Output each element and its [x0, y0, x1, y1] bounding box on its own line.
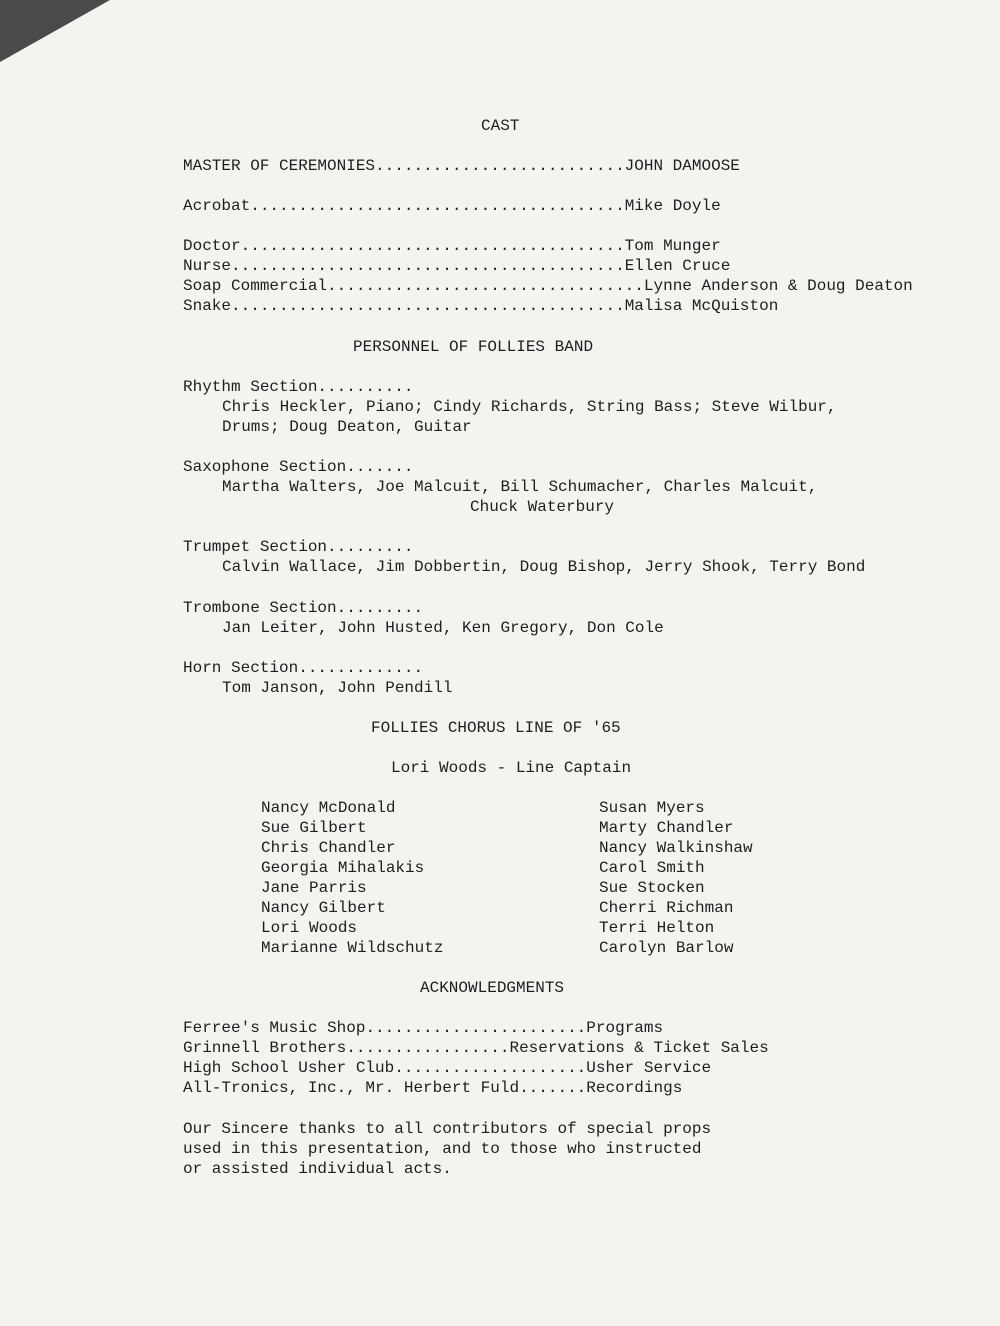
leader-dots: ......................................... — [231, 297, 625, 315]
horn-section-label: Horn Section............. — [183, 659, 424, 677]
acknowledgment-row — [183, 1018, 663, 1038]
cast-performer: Tom Munger — [624, 237, 721, 255]
horn-section-members: Tom Janson, John Pendill — [222, 679, 453, 697]
chorus-member: Marty Chandler — [599, 819, 734, 837]
chorus-member: Carolyn Barlow — [599, 939, 734, 957]
cast-performer: JOHN DAMOOSE — [624, 157, 740, 175]
chorus-member: Nancy Gilbert — [261, 899, 386, 917]
cast-role: MASTER OF CEREMONIES — [183, 157, 376, 175]
trumpet-section-members: Calvin Wallace, Jim Dobbertin, Doug Bishop, Jerry Shook, Terry Bond — [222, 558, 866, 576]
rhythm-section-members: Drums; Doug Deaton, Guitar — [222, 418, 472, 436]
thanks-paragraph-line: Our Sincere thanks to all contributors of special props — [183, 1120, 712, 1138]
leader-dots: .......................... — [375, 157, 625, 175]
cast-row — [183, 236, 721, 256]
leader-dots: ................. — [346, 1039, 510, 1057]
folded-corner — [0, 0, 110, 62]
sax-section-label: Saxophone Section....... — [183, 458, 414, 476]
leader-dots: ....................... — [365, 1019, 587, 1037]
acknowledgment-name: Grinnell Brothers — [183, 1039, 347, 1057]
cast-role: Snake — [183, 297, 232, 315]
cast-row — [183, 196, 721, 216]
rhythm-section-members: Chris Heckler, Piano; Cindy Richards, String Bass; Steve Wilbur, — [222, 398, 837, 416]
leader-dots: ....... — [519, 1079, 587, 1097]
rhythm-section-label: Rhythm Section.......... — [183, 378, 414, 396]
band-heading: PERSONNEL OF FOLLIES BAND — [353, 338, 594, 356]
trombone-section-label: Trombone Section......... — [183, 599, 424, 617]
line-captain: Lori Woods - Line Captain — [391, 759, 632, 777]
acknowledgment-service: Recordings — [586, 1079, 683, 1097]
trumpet-section-label: Trumpet Section......... — [183, 538, 414, 556]
cast-heading: CAST — [481, 117, 520, 135]
chorus-member: Terri Helton — [599, 919, 715, 937]
thanks-paragraph-line: or assisted individual acts. — [183, 1160, 452, 1178]
chorus-member: Cherri Richman — [599, 899, 734, 917]
acknowledgment-row — [183, 1078, 682, 1098]
acknowledgment-name: Ferree's Music Shop — [183, 1019, 366, 1037]
chorus-member: Sue Gilbert — [261, 819, 367, 837]
acknowledgment-service: Reservations & Ticket Sales — [509, 1039, 769, 1057]
cast-row — [183, 276, 913, 296]
cast-role: Nurse — [183, 257, 232, 275]
sax-section-members: Chuck Waterbury — [470, 498, 615, 516]
leader-dots: ................................. — [327, 277, 644, 295]
chorus-member: Marianne Wildschutz — [261, 939, 444, 957]
cast-row — [183, 296, 778, 316]
chorus-member: Chris Chandler — [261, 839, 396, 857]
chorus-member: Lori Woods — [261, 919, 358, 937]
cast-performer: Ellen Cruce — [624, 257, 731, 275]
cast-row — [183, 256, 730, 276]
trombone-section-members: Jan Leiter, John Husted, Ken Gregory, Don Cole — [222, 619, 664, 637]
chorus-member: Susan Myers — [599, 799, 705, 817]
chorus-heading: FOLLIES CHORUS LINE OF '65 — [371, 719, 621, 737]
leader-dots: .................... — [394, 1059, 587, 1077]
leader-dots: ........................................ — [240, 237, 625, 255]
cast-role: Acrobat — [183, 197, 251, 215]
chorus-member: Georgia Mihalakis — [261, 859, 425, 877]
acknowledgment-row — [183, 1058, 711, 1078]
cast-performer: Malisa McQuiston — [624, 297, 779, 315]
cast-role: Doctor — [183, 237, 241, 255]
cast-role: Soap Commercial — [183, 277, 328, 295]
chorus-member: Nancy McDonald — [261, 799, 396, 817]
acknowledgment-name: All-Tronics, Inc., Mr. Herbert Fuld — [183, 1079, 520, 1097]
leader-dots: ......................................... — [231, 257, 625, 275]
thanks-paragraph-line: used in this presentation, and to those who instructed — [183, 1140, 702, 1158]
acknowledgments-heading: ACKNOWLEDGMENTS — [420, 979, 565, 997]
chorus-member: Carol Smith — [599, 859, 705, 877]
chorus-member: Sue Stocken — [599, 879, 705, 897]
sax-section-members: Martha Walters, Joe Malcuit, Bill Schumacher, Charles Malcuit, — [222, 478, 818, 496]
acknowledgment-service: Usher Service — [586, 1059, 712, 1077]
cast-performer: Lynne Anderson & Doug Deaton — [643, 277, 913, 295]
leader-dots: ....................................... — [250, 197, 625, 215]
chorus-member: Jane Parris — [261, 879, 367, 897]
acknowledgment-name: High School Usher Club — [183, 1059, 395, 1077]
cast-performer: Mike Doyle — [624, 197, 721, 215]
chorus-member: Nancy Walkinshaw — [599, 839, 753, 857]
acknowledgment-service: Programs — [586, 1019, 664, 1037]
cast-row — [183, 156, 740, 176]
acknowledgment-row — [183, 1038, 769, 1058]
